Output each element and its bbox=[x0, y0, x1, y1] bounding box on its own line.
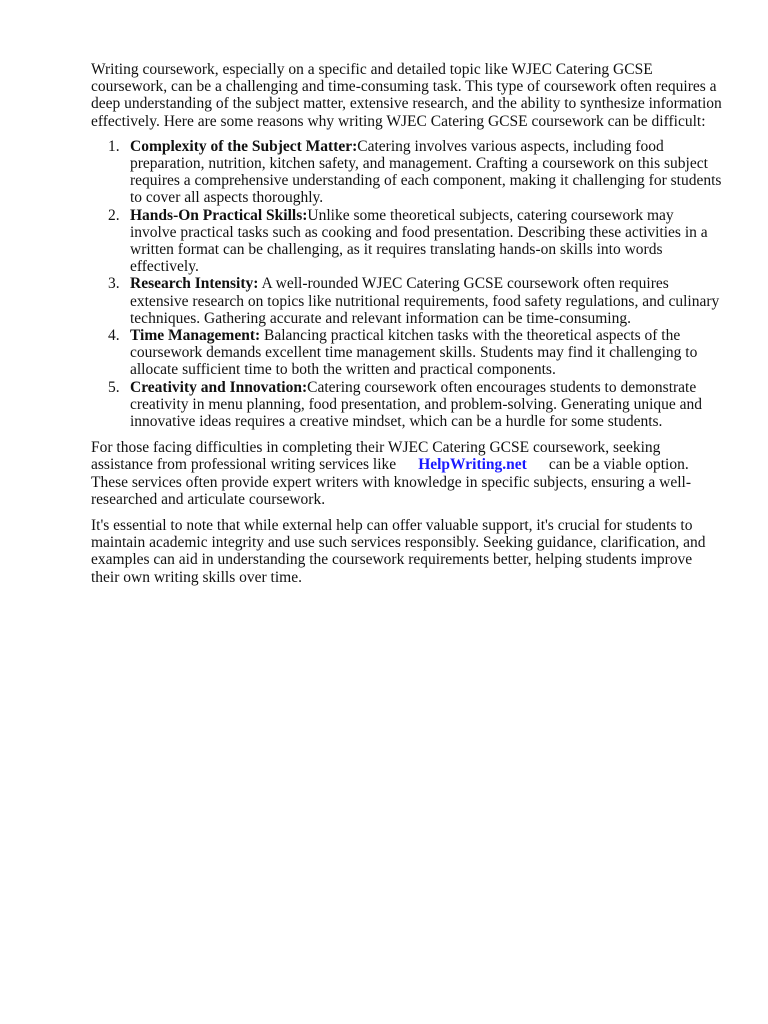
list-item-text: Balancing practical kitchen tasks with the theoretical aspects of the coursework demands excellent time management skills. Students may find it challenging to allocate sufficient time to both the written and practical components. bbox=[130, 327, 698, 379]
list-item-term: Time Management: bbox=[130, 327, 261, 345]
list-item-term: Complexity of the Subject Matter: bbox=[130, 137, 358, 155]
list-item bbox=[108, 137, 723, 207]
reasons-list bbox=[91, 138, 723, 430]
list-item-text: Catering involves various aspects, including food preparation, nutrition, kitchen safety, and management. Crafting a coursework on this subject requires a comprehensive understanding of each component, making it challenging for students to cover all aspects thoroughly. bbox=[130, 137, 722, 207]
list-item-term: Research Intensity: bbox=[130, 275, 259, 293]
list-item bbox=[108, 378, 723, 431]
list-item bbox=[108, 206, 723, 276]
intro-paragraph: Writing coursework, especially on a specific and detailed topic like WJEC Catering GCSE coursework, can be a challenging and time-consuming task. This type of coursework often requires a deep understanding of the subject matter, extensive research, and the ability to synthesize information effectively. Here are some reasons why writing WJEC Catering GCSE coursework can be difficult: bbox=[91, 61, 722, 130]
assistance-text-after: can be a viable option. These services often provide expert writers with knowledge in specific subjects, ensuring a well-researched and articulate coursework. bbox=[91, 456, 692, 508]
list-item-number: 4. bbox=[108, 327, 120, 345]
list-item bbox=[108, 327, 723, 379]
list-item-text: A well-rounded WJEC Catering GCSE coursework often requires extensive research on topics like nutritional requirements, food safety regulations, and culinary techniques. Gathering accurate and relevant information can be time-consuming. bbox=[130, 275, 720, 327]
helpwriting-link[interactable]: HelpWriting.net bbox=[418, 456, 527, 474]
list-item-number: 2. bbox=[108, 206, 120, 224]
document-page bbox=[91, 61, 723, 586]
list-item-text: Unlike some theoretical subjects, catering coursework may involve practical tasks such as cooking and food presentation. Describing these activities in a written format can be challenging, as it requires translating hands-on skills into words effectively. bbox=[130, 206, 708, 276]
list-item bbox=[108, 275, 723, 327]
assistance-paragraph bbox=[91, 439, 723, 508]
list-item-number: 1. bbox=[108, 137, 120, 155]
list-item-term: Hands-On Practical Skills: bbox=[130, 206, 308, 224]
list-item-number: 3. bbox=[108, 275, 120, 293]
list-item-text: Catering coursework often encourages students to demonstrate creativity in menu planning, food presentation, and problem-solving. Generating unique and innovative ideas requires a creative mindset, which can be a hurdle for some students. bbox=[130, 378, 703, 431]
assistance-text-before: For those facing difficulties in completing their WJEC Catering GCSE coursework, seeking assistance from professional writing services like bbox=[91, 439, 661, 474]
closing-paragraph: It's essential to note that while external help can offer valuable support, it's crucial for students to maintain academic integrity and use such services responsibly. Seeking guidance, clarification, and examples can aid in understanding the coursework requirements better, helping students improve their own writing skills over time. bbox=[91, 517, 706, 586]
list-item-term: Creativity and Innovation: bbox=[130, 378, 308, 396]
list-item-number: 5. bbox=[108, 378, 120, 396]
